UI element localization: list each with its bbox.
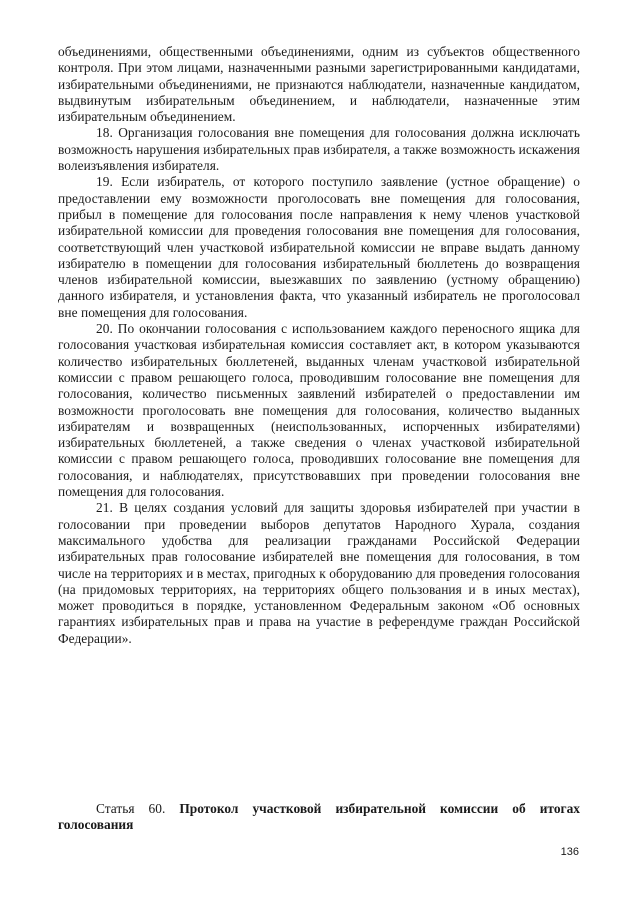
article-heading bbox=[58, 801, 580, 834]
paragraph-20: 20. По окончании голосования с использованием каждого переносного ящика для голосования участковая избирательная комиссия составляет акт, в котором указываются количество избирательных бюллетеней, выданных членам участковой избирательной комиссии с правом решающего голоса, проводившим голосование вне помещения для голосования, количество письменных заявлений избирателей о предоставлении им возможности проголосовать вне помещения для голосования, количество выданных избирателям и возвращенных (неиспользованных, испорченных избирателями) избирательных бюллетеней, а также сведения о членах участковой избирательной комиссии с правом решающего голоса, проводивших голосование вне помещения для голосования, и наблюдателях, присутствовавших при проведении голосования вне помещения для голосования. bbox=[58, 321, 580, 500]
article-label: Статья 60. bbox=[96, 801, 180, 816]
body-text bbox=[58, 44, 580, 647]
paragraph-19: 19. Если избиратель, от которого поступило заявление (устное обращение) о предоставлении ему возможности проголосовать вне помещения для голосования, прибыл в помещение для голосования после направления к нему членов участковой избирательной комиссии для проведения голосования вне помещения для голосования, соответствующий член участковой избирательной комиссии не вправе выдать данному избирателю в помещении для голосования избирательный бюллетень до возвращения членов избирательной комиссии, выезжавших по заявлению (устному обращению) данного избирателя, и установления факта, что указанный избиратель не проголосовал вне помещения для голосования. bbox=[58, 174, 580, 320]
article-title: Протокол участковой избирательной комиссии об итогах голосования bbox=[58, 801, 580, 833]
paragraph-continuation: объединениями, общественными объединениями, одним из субъектов общественного контроля. При этом лицами, назначенными разными зарегистрированными кандидатами, избирательными объединениями, не признаются наблюдатели, назначенные кандидатом, выдвинутым избирательным объединением, и наблюдатели, назначенные этим избирательным объединением. bbox=[58, 44, 580, 125]
paragraph-18: 18. Организация голосования вне помещения для голосования должна исключать возможность нарушения избирательных прав избирателя, а также возможность искажения волеизъявления избирателя. bbox=[58, 125, 580, 174]
page-number: 136 bbox=[560, 846, 579, 858]
paragraph-21: 21. В целях создания условий для защиты здоровья избирателей при участии в голосовании при проведении выборов депутатов Народного Хурала, создания максимального удобства для реализации гражданами Российской Федерации избирательных прав голосование избирателей вне помещения для голосования, в том числе на территориях и в местах, пригодных к оборудованию для проведения голосования (на придомовых территориях, на территориях общего пользования и в иных местах), может проводиться в порядке, установленном Федеральным законом «Об основных гарантиях избирательных прав и права на участие в референдуме граждан Российской Федерации». bbox=[58, 500, 580, 646]
